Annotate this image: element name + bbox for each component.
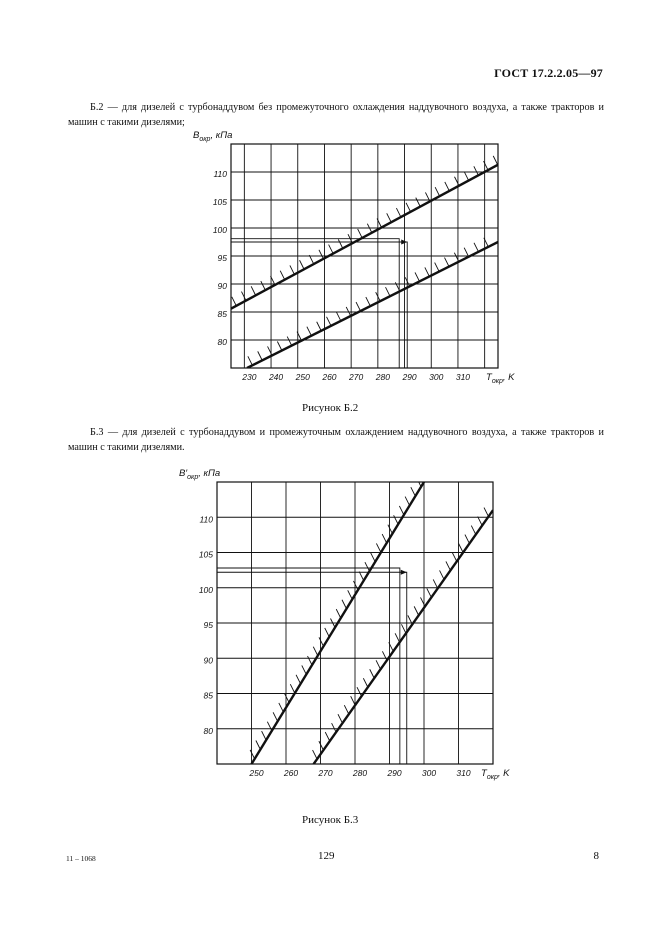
hatch-mark [493, 156, 498, 165]
hatch-mark [287, 337, 292, 346]
hatch-mark [484, 508, 489, 517]
y-tick-label: 80 [203, 725, 213, 736]
hatch-mark [267, 722, 272, 731]
hatch-mark [427, 588, 432, 597]
y-axis-label: $B_{окр}$, кПа [193, 130, 233, 143]
x-tick-label: 290 [387, 768, 402, 778]
y-tick-label: 95 [203, 620, 213, 630]
hatch-mark [445, 182, 450, 191]
hatch-mark [232, 297, 237, 306]
section-b3-text: Б.3 — для дизелей с турбонаддувом и промежуточным охлаждением наддувочного воздуха, а также тракторов и машин с такими дизелями. [68, 427, 604, 453]
y-tick-label: 90 [203, 655, 213, 666]
hatch-mark [405, 497, 410, 506]
hatch-mark [280, 271, 285, 280]
y-tick-label: 105 [198, 549, 213, 560]
hatch-mark [358, 229, 363, 238]
example-path-arrow-line [217, 572, 407, 764]
document-header: ГОСТ 17.2.2.05—97 [494, 66, 603, 80]
hatch-mark [376, 660, 381, 669]
hatch-mark [464, 172, 469, 181]
x-tick-label: 270 [349, 372, 364, 382]
hatch-mark [388, 525, 393, 534]
x-axis-label: $T_{окр}$, K [481, 768, 510, 781]
hatch-mark [296, 675, 301, 684]
y-tick-label: 90 [217, 281, 227, 291]
hatch-mark [346, 307, 351, 316]
hatch-mark [394, 515, 399, 524]
section-b2-text: Б.2 — для дизелей с турбонаддувом без промежуточного охлаждения наддувочного воздуха, а также тракторов и машин с такими дизелями; [68, 102, 604, 128]
x-tick-label: 300 [421, 768, 437, 778]
hatch-mark [459, 544, 464, 553]
x-tick-label: 250 [249, 768, 264, 778]
hatch-mark [336, 609, 341, 618]
hatch-mark [338, 714, 343, 723]
hatch-mark [471, 526, 476, 535]
example-path-line [217, 568, 400, 764]
hatch-mark [386, 287, 391, 296]
hatch-mark [319, 637, 324, 646]
x-tick-label: 310 [456, 768, 471, 778]
y-tick-label: 95 [217, 253, 227, 263]
hatch-mark [401, 624, 406, 633]
y-tick-label: 105 [212, 197, 227, 207]
x-tick-label: 280 [375, 372, 390, 382]
hatch-mark [414, 606, 419, 615]
hatch-mark [406, 203, 411, 212]
hatch-mark [411, 487, 416, 496]
hatch-mark [250, 750, 255, 759]
hatch-mark [313, 750, 318, 759]
hatch-mark [425, 267, 430, 276]
hatch-mark [273, 712, 278, 721]
hatch-mark [325, 628, 330, 637]
hatch-mark [338, 239, 343, 248]
hatch-mark [342, 600, 347, 609]
x-tick-label: 310 [455, 372, 471, 382]
hatch-mark [464, 248, 469, 257]
hatch-mark [313, 647, 318, 656]
limit-line [247, 242, 498, 368]
hatch-mark [363, 678, 368, 687]
hatch-mark [440, 570, 445, 579]
hatch-mark [332, 723, 337, 732]
hatch-mark [329, 245, 334, 254]
hatch-mark [317, 322, 322, 331]
x-tick-label: 260 [283, 768, 299, 778]
hatch-mark [302, 665, 307, 674]
y-tick-label: 110 [213, 169, 227, 179]
footer-print-code: 11 – 1068 [66, 854, 96, 863]
hatch-mark [365, 562, 370, 571]
x-tick-label: 250 [295, 372, 310, 382]
hatch-mark [382, 534, 387, 543]
limit-line [314, 510, 493, 764]
series-group [250, 478, 493, 764]
hatch-mark [353, 581, 358, 590]
hatch-mark [348, 590, 353, 599]
y-tick-label: 100 [212, 225, 227, 235]
hatch-mark [290, 684, 295, 693]
x-tick-label: 230 [242, 372, 257, 382]
hatch-mark [396, 208, 401, 217]
hatch-mark [387, 213, 392, 222]
hatch-mark [344, 705, 349, 714]
hatch-mark [256, 740, 261, 749]
x-tick-label: 260 [322, 372, 337, 382]
footer-page-number: 129 [318, 850, 335, 862]
figure-b3-caption: Рисунок Б.3 [302, 814, 359, 826]
y-tick-label: 110 [199, 514, 213, 525]
hatch-mark [371, 553, 376, 562]
hatch-mark [357, 687, 362, 696]
hatch-mark [416, 198, 421, 207]
x-tick-label: 270 [318, 768, 333, 778]
hatch-mark [258, 351, 263, 360]
hatch-mark [444, 258, 449, 267]
hatch-mark [359, 572, 364, 581]
hatch-mark [319, 741, 324, 750]
hatch-mark [474, 243, 479, 252]
y-tick-label: 85 [203, 690, 213, 701]
hatch-mark [415, 272, 420, 281]
hatch-mark [319, 250, 324, 259]
x-tick-label: 280 [352, 768, 368, 778]
hatch-mark [325, 732, 330, 741]
hatch-mark [382, 651, 387, 660]
chart-b2 [185, 130, 525, 388]
hatch-mark [241, 292, 246, 301]
hatch-mark [465, 535, 470, 544]
hatch-mark [435, 187, 440, 196]
x-tick-label: 240 [268, 372, 284, 382]
y-tick-label: 80 [217, 337, 227, 347]
figure-b2-caption: Рисунок Б.2 [302, 402, 359, 414]
hatch-mark [279, 703, 284, 712]
hatch-mark [277, 342, 282, 351]
hatch-mark [395, 633, 400, 642]
hatch-mark [474, 166, 479, 175]
hatch-mark [376, 543, 381, 552]
hatch-mark [248, 356, 253, 365]
hatch-mark [308, 656, 313, 665]
hatch-mark [336, 312, 341, 321]
x-axis-label: $T_{окр}$, K [486, 372, 515, 385]
hatch-mark [307, 327, 312, 336]
y-axis-label: $B'_{окр}$, кПа [179, 468, 221, 481]
hatch-mark [300, 260, 305, 269]
hatch-mark [478, 517, 483, 526]
chart-b3 [175, 468, 515, 786]
x-tick-label: 290 [402, 372, 417, 382]
hatch-mark [452, 552, 457, 561]
hatch-mark [366, 297, 371, 306]
hatch-mark [327, 317, 332, 326]
hatch-mark [285, 694, 290, 703]
hatch-mark [251, 286, 256, 295]
hatch-mark [351, 696, 356, 705]
x-tick-label: 300 [429, 372, 444, 382]
hatch-mark [399, 506, 404, 515]
hatch-mark [262, 731, 267, 740]
hatch-mark [356, 302, 361, 311]
hatch-mark [290, 265, 295, 274]
hatch-mark [370, 669, 375, 678]
hatch-mark [261, 281, 266, 290]
hatch-mark [433, 579, 438, 588]
hatch-mark [446, 561, 451, 570]
footer-sheet-number: 8 [593, 850, 599, 862]
example-arrowhead [401, 570, 407, 575]
y-tick-label: 100 [198, 584, 213, 595]
hatch-mark [435, 263, 440, 272]
y-tick-label: 85 [217, 309, 227, 319]
